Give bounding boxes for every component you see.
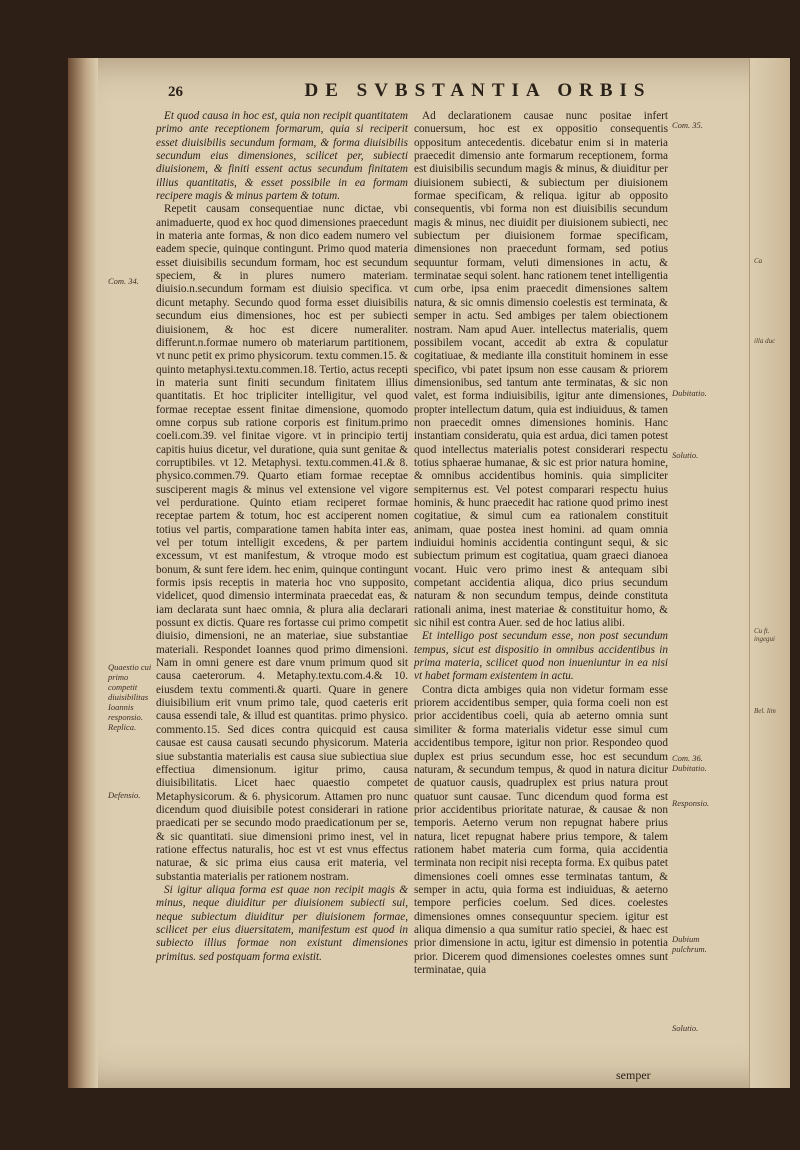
margin-note: Solutio. [672,450,699,460]
right-text-column [414,110,668,977]
binding-gutter [68,58,98,1088]
margin-note: Dubitatio. [672,388,707,398]
edge-note: Bel. lim [754,707,776,715]
commentary-paragraph: Repetit causam consequentiae nunc dictae, vbi animaduerte, quod ex hoc quod dimensiones praecedunt in materia ante formas, & non dico eadem numero vel eadem specie, quinque contingunt. Primo quod materia esset diuisibilis secundum formam, hoc est secundum speciem, & in plures numero materiam. diuisio.n.secundum formam est diuisio specifica. vt dicunt metaphy. Secundo quod forma esset diuisibilis secundum eius dimensiones, hoc est per subiecti diuisionem, & hoc est dicere numeraliter. differunt.n.formae numero ob materiarum partitionem, vt nunc petit ex primo physicorum. textu commen.15. & quinto metaphysi.textu.commen.18. Tertio, actus recepti in materia sunt finiti secundum finitatem illius quantitatis. Et hoc tripliciter intelligitur, vel quod formae receptae essent finitae dimensione, quomodo omne corpus sub ratione corporis est finitum.primo coeli.com.39. vel finitae vigore. vt in principio tertij capitis huius dicetur, vel duratione, quia sunt genitae & corruptibiles. vt 12. Metaphysi. textu.commen.41.& 8. physico.commen.79. Quarto etiam formae receptae susciperent magis & minus vel extensione vel vigore vel perduratione. Quinto etiam reciperet formae receptae partem & totum, hoc est acciperent nomen totius vel partis, comparatione tamen habita inter eas, vel per totum intelligit excedens, & per partem excessum, vt est manifestum, & vtroque modo est bonum, & sunt fere idem. hec enim, quinque contingunt formis ipsis receptis in materia hoc vno supposito, videlicet, quod dimensio interminata praecedat eas, & iam declarata sunt haec omnia, & plura alia declarari possunt ex dictis. Quare res fortasse cui primo competit diuisio, dimensioni, ne an materiae, siue substantiae materiali. Respondet Ioannes quod primo dimensioni. Nam in omni genere est dare vnum primum quod sit causa caeterorum. 4. Metaphy.textu.com.4.& 10. eiusdem textu commenti.& quarti. Quare in genere diuisibilium erit vnum primo tale, quod caeteris erit causa essendi tale, & illud est quantitas. primo physico. commento.15. Sed dices contra quicquid est causa causae est causa causati secundo physicorum. Materia siue substantia materialis est causa siue subiectiua siue effectiua dimensionum. igitur primo, causa diuisibilitatis. Licet haec quaestio competet Metaphysicorum. & 6. physicorum. Attamen pro nunc dicendum quod diuisibile potest considerari in ratione praedicati per se secundo modo praedicationum per se, & sic quantitati. siue dimensioni primo inest, vel in ratione effectus naturalis, hoc est vt est vnus effectus naturae, & sic prima eius causa erit materia, vel substantia materialis per rationem nostram. [156,203,408,883]
edge-note: Cu ft. ingegui [754,627,775,643]
commentary-paragraph: Contra dicta ambiges quia non videtur formam esse priorem accidentibus semper, quia forma coeli non est prior accidentibus coeli, quia ab aeterno omnia sunt similiter & forma materialis videtur esse simul cum accidentibus tempore, igitur non prior. Respondeo quod duplex est prius secundum esse, hoc est secundum naturam, & secundum tempus, & quod in natura dicitur de quatuor causis, quadruplex est prius natura prout quatuor sunt causae. Tunc dicendum quod forma est prior accidentibus prioritate naturae, & causae & non temporis. Aeterno verum non repugnat habere prius natura, licet repugnat habere prius tempore, & talem rationem habet materia cum forma, quia accidentia terminata non recipit nisi recepta forma. Ex quibus patet dimensiones coeli omnes esse terminatas tantum, & semper in actu, quia forma est indiuiduas, & aeterno tempore perficies coelum. Sed dices. coelestes dimensiones omnes consequuntur speciem. igitur est aliqua dimensio a qua sumitur ratio speciei, & haec est prior dimensione in actu, igitur est dimensio in potentia prior. Dicerem quod dimensiones coelestes omnes sunt terminatae, quia [414,683,668,976]
margin-note: Com. 35. [672,120,703,130]
margin-note: Com. 36. Dubitatio. [672,753,707,773]
page-number: 26 [168,84,183,100]
lemma-paragraph: Et quod causa in hoc est, quia non recipit quantitatem primo ante receptionem formarum, quia si reciperit esset diuisibilis secundum formam, & forma diuisibilis secundum eius dimensiones, scilicet per, subiecti diuisionem, & finiti essent actus secundum finitatem illius quantitatis, & esset possibile in ea formam recipere magis & minus partem & totum. [156,110,408,203]
margin-note: Com. 34. [108,276,139,286]
margin-note: Defensio. [108,790,141,800]
left-text-column [156,110,408,964]
margin-note: Dubium pulchrum. [672,934,707,954]
running-title: DE SVBSTANTIA ORBIS [304,80,652,101]
margin-note: Responsio. [672,798,710,808]
lemma-paragraph: Si igitur aliqua forma est quae non recipit magis & minus, neque diuiditur per diuisionem subiecti sui, neque subiectum diuiditur per diuisionem formae, scilicet per eius diuersitatem, manifestum est quod in subiecto illius formae non existunt dimensiones primitus. sed postquam forma existit. [156,883,408,963]
next-page-edge [749,58,790,1088]
edge-note: illa duc [754,337,776,345]
margin-note: Solutio. [672,1023,699,1033]
page-header [168,80,768,106]
margin-note: Quaestio cui primo competit diuisibilitas Ioannis responsio. Replica. [108,662,152,732]
catchword: semper [616,1068,651,1082]
book-page [68,58,790,1088]
edge-note: Ca [754,257,763,265]
lemma-paragraph: Et intelligo post secundum esse, non post secundum tempus, sicut est dispositio in omnibus accidentibus in prima materia, scilicet quod non inueniuntur in ea nisi vt habet formam existentem in actu. [414,630,668,683]
commentary-paragraph: Ad declarationem causae nunc positae infert conuersum, hoc est ex oppositio consequentis oppositum antecedentis. dicebatur enim si in materia praecedit dimensio ante formarum receptionem, forma est diuisibilis secundum magis & minus, & diuiditur per diuisionem subiecti, & subiectum per diuisionem formae specificam, & reliqua. igitur ab opposito consequentis, vbi forma non est diuisibilis secundum magis & minus, nec diuidit per diuisionem subiecti, nec subiectum per diuisionem formae specificam, dimensiones non praecedunt formam, sed potius sequuntur formam, veluti dimensiones in actu, & terminatae sequi solent. hanc rationem tenet intelligentia cum orbe, ipsa enim praecedit dimensiones saltem natura, & sic omnis dimensio coelestis est terminata, & semper in actu. Sed ambiges per talem obiectionem nostram. Nam apud Auer. intellectus materialis, quem possibilem vocant, accedit ab extra & copulatur cogitatiuae, & mediante illa constituit hominem in esse specifico, vbi patet ipsum non esse causam & priorem dimensionibus, sed tantum ante terminatas, & sic non valet, est forma indiuisibilis, igitur ante dimensiones, propter intellectum datum, quia est indiuiduus, & tamen non praecedit omnes dimensiones hominis. Hanc instantiam consideratu, quia est ardua, dici tamen potest quod intellectus materialis potest considerari respectu totius sphaerae humanae, & sic est prior natura homine, & omnibus accidentibus hominis. quia simpliciter sempiternus est. Vel potest comparari respectu huius hominis, & hunc praecedit hac ratione quod primo inest cogitatiue, & simul cum ea rationalem constituit animam, quae postea inest homini. ad quam omnia indiuidui hominis accidentia contingunt sequi, & sic subiectum primum est cogitatiua, quam graeci dianoea vocant. Huic vero primo inest & antequam sibi competant accidentia aliqua, dico prius secundum naturam & non secundum tempus, deinde constituta rationali anima, inest materiae & constituitur homo, & sic nihil est contra Auer. sed de hoc latius alibi. [414,110,668,630]
